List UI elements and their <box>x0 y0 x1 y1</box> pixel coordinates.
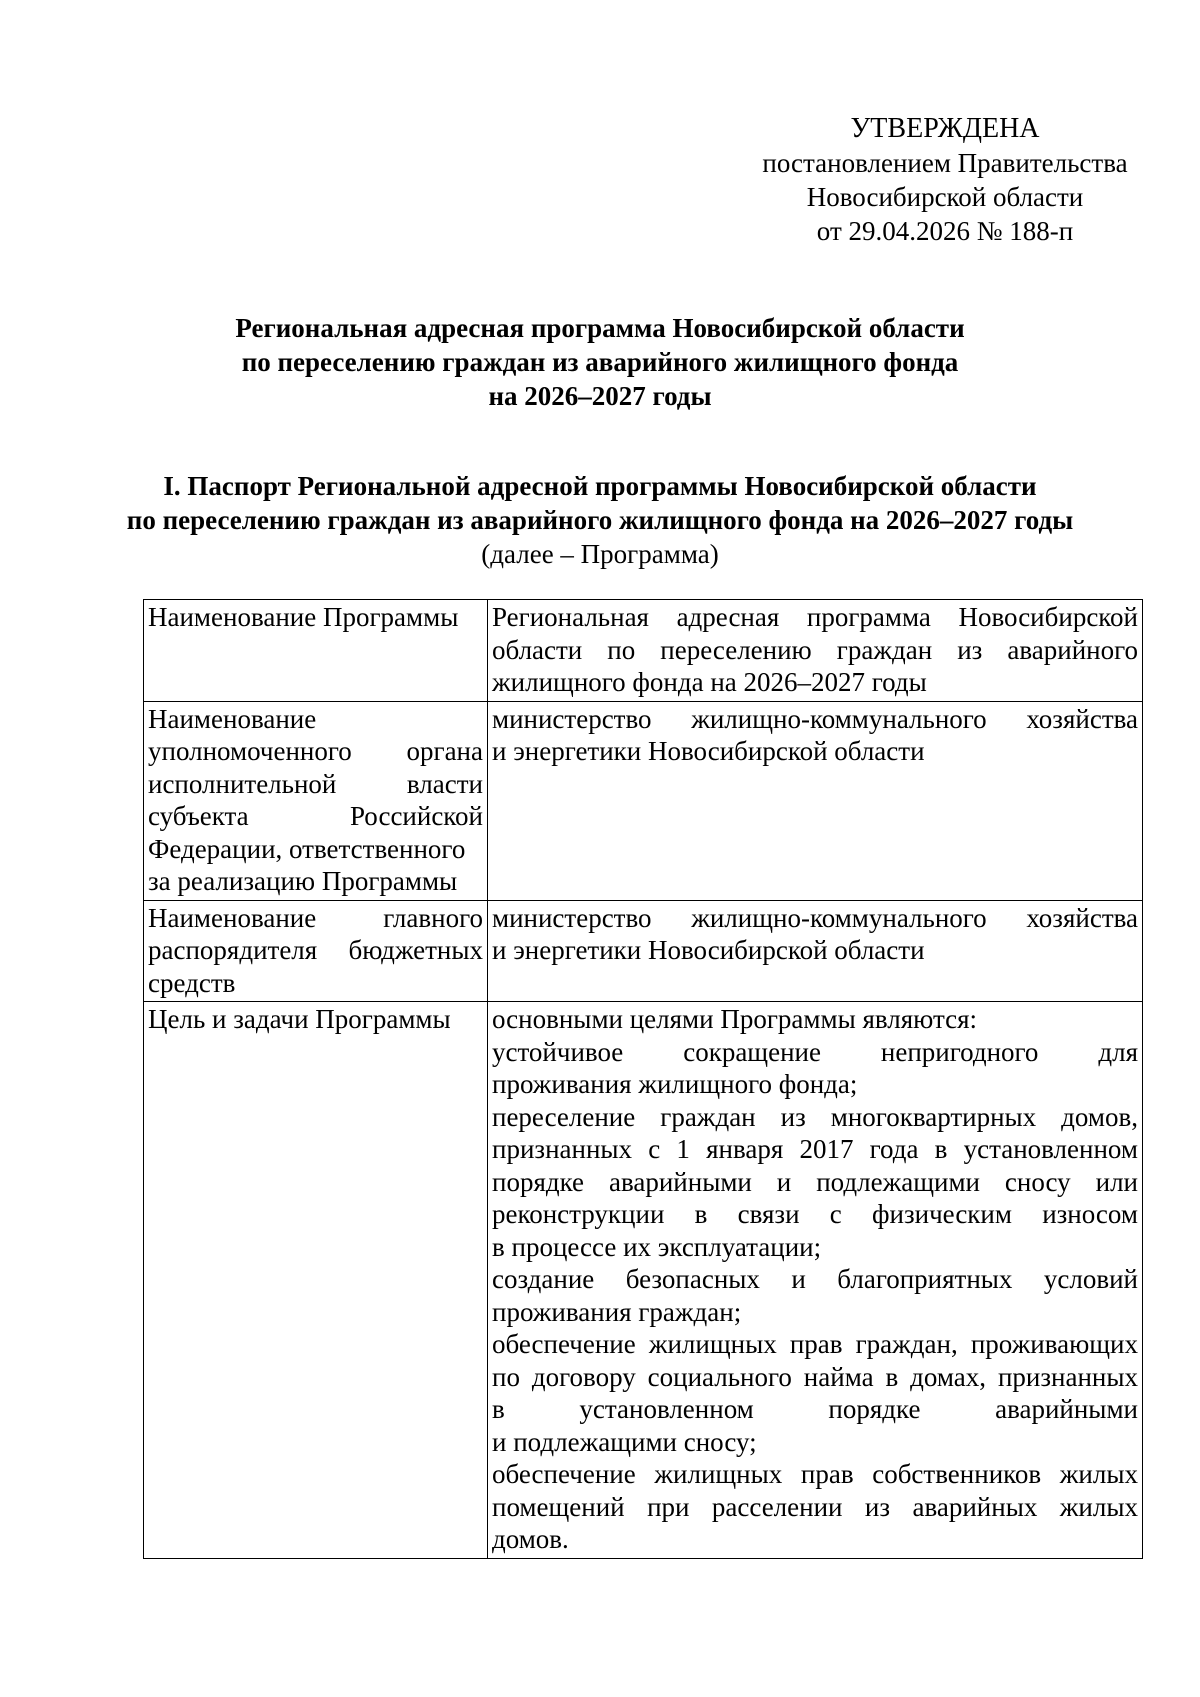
row-value-line: министерство жилищно-коммунального хозяйства <box>492 703 1138 734</box>
row-label-line: распорядителя бюджетных <box>148 935 483 965</box>
table-row <box>144 900 1143 1002</box>
row-value-line: обеспечение жилищных прав собственников жилых <box>492 1459 1138 1489</box>
row-value-line: министерство жилищно-коммунального хозяйства <box>492 902 1138 933</box>
row-value-line: помещений при расселении из аварийных жилых <box>492 1491 1138 1522</box>
row-value-line: жилищного фонда на 2026–2027 годы <box>492 667 927 697</box>
row-value-line: в установленном порядке аварийными <box>492 1394 1138 1424</box>
document-title-line: на 2026–2027 годы <box>488 381 712 411</box>
row-label-cell <box>144 1002 488 1559</box>
row-value-line: по договору социального найма в домах, признанных <box>492 1361 1138 1392</box>
row-value-line: Региональная адресная программа Новосибирской <box>492 602 1138 632</box>
approval-line-3: от 29.04.2026 № 188-п <box>816 216 1074 246</box>
row-label-cell <box>144 600 488 702</box>
row-label-line: Наименование <box>148 703 317 734</box>
table-row <box>144 600 1143 702</box>
row-value-line: в процессе их эксплуатации; <box>492 1231 822 1262</box>
row-value-cell <box>488 701 1143 900</box>
row-label-line: Наименование Программы <box>148 602 459 632</box>
passport-table-body <box>144 600 1143 1559</box>
row-value-line: признанных с 1 января 2017 года в установленном <box>492 1134 1138 1164</box>
table-row <box>144 1002 1143 1559</box>
row-value-cell <box>488 900 1143 1002</box>
section-title <box>100 469 1100 571</box>
document-title <box>100 311 1100 413</box>
row-value-line: реконструкции в связи с физическим износом <box>492 1199 1138 1229</box>
row-label-line: субъекта Российской <box>148 801 483 831</box>
document-title-line: Региональная адресная программа Новосибирской области <box>235 313 965 343</box>
approval-stamp <box>745 112 1145 248</box>
row-value-line: домов. <box>492 1524 569 1554</box>
approval-line-2: Новосибирской области <box>806 182 1084 212</box>
row-label-cell <box>144 701 488 900</box>
row-value-line: порядке аварийными и подлежащими сносу или <box>492 1166 1138 1197</box>
row-label-line: исполнительной власти <box>148 768 483 799</box>
row-value-line: и энергетики Новосибирской области <box>492 736 925 766</box>
table-row <box>144 701 1143 900</box>
row-value-cell <box>488 1002 1143 1559</box>
row-value-line: проживания граждан; <box>492 1296 742 1327</box>
row-label-line: уполномоченного органа <box>148 736 483 766</box>
row-label-line: средств <box>148 967 236 998</box>
row-value-line: создание безопасных и благоприятных условий <box>492 1264 1138 1294</box>
row-value-cell <box>488 600 1143 702</box>
row-label-line: за реализацию Программы <box>148 866 458 896</box>
row-value-line: области по переселению граждан из аварийного <box>492 634 1138 665</box>
row-value-line: основными целями Программы являются: <box>492 1004 978 1034</box>
row-value-line: устойчивое сокращение непригодного для <box>492 1036 1138 1067</box>
section-title-line: I. Паспорт Региональной адресной программы Новосибирской области <box>163 471 1037 501</box>
row-label-line: Наименование главного <box>148 902 483 933</box>
row-label-cell <box>144 900 488 1002</box>
section-title-line: по переселению граждан из аварийного жилищного фонда на 2026–2027 годы <box>126 505 1074 535</box>
row-label-line: Цель и задачи Программы <box>148 1004 451 1034</box>
document-title-line: по переселению граждан из аварийного жилищного фонда <box>241 347 959 377</box>
row-value-line: обеспечение жилищных прав граждан, проживающих <box>492 1329 1138 1359</box>
row-value-line: проживания жилищного фонда; <box>492 1069 858 1099</box>
passport-table <box>143 599 1143 1559</box>
section-note: (далее – Программа) <box>481 539 719 569</box>
row-value-line: и энергетики Новосибирской области <box>492 935 925 965</box>
approval-line-1: постановлением Правительства <box>762 148 1128 178</box>
approval-title: УТВЕРЖДЕНА <box>850 113 1040 144</box>
row-value-line: переселение граждан из многоквартирных домов, <box>492 1101 1138 1132</box>
row-value-line: и подлежащими сносу; <box>492 1426 757 1457</box>
row-label-line: Федерации, ответственного <box>148 833 466 864</box>
